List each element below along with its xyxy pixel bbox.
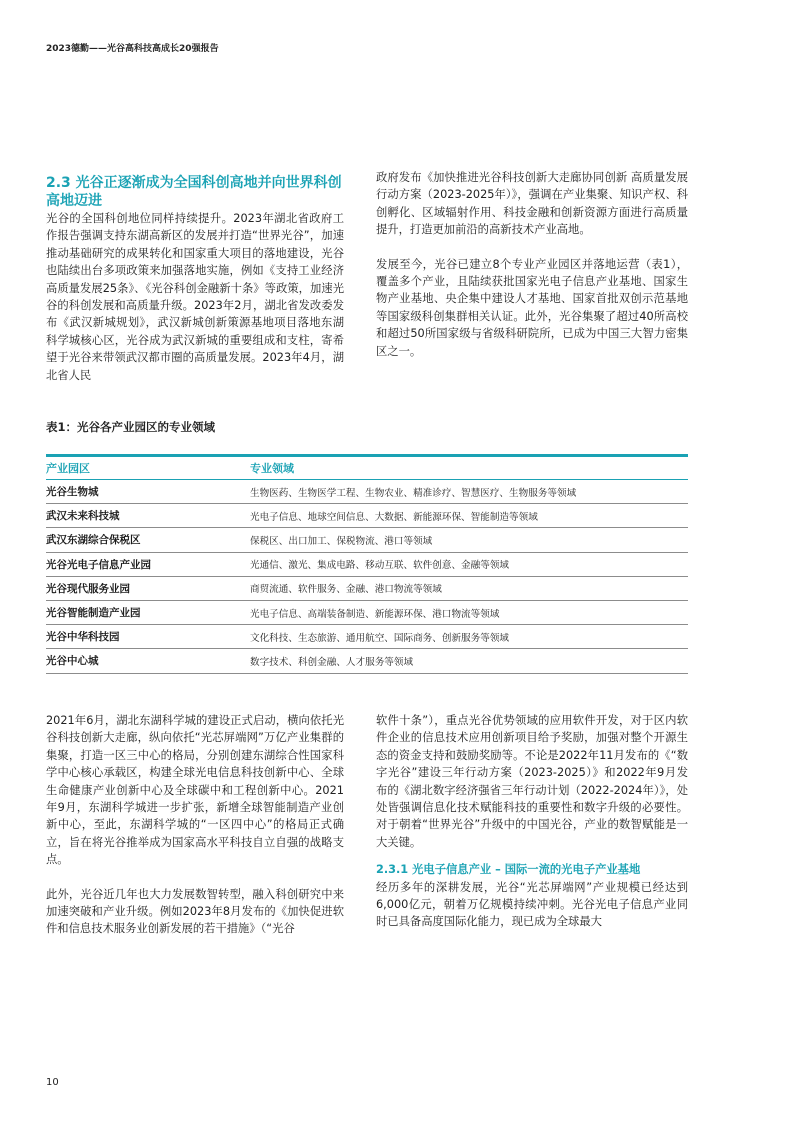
top-left-column [46, 174, 344, 384]
park-name: 光谷中华科技园 [46, 631, 120, 644]
table-row [46, 601, 688, 625]
table-title: 表1：光谷各产业园区的专业领域 [46, 420, 215, 434]
park-name: 武汉未来科技城 [46, 510, 120, 523]
park-name: 光谷生物城 [46, 486, 99, 499]
table-row [46, 504, 688, 528]
bottom-right-paragraph-2: 经历多年的深耕发展，光谷“光芯屏端网”产业规模已经达到6,000亿元，朝着万亿规模持续冲刺。光谷光电子信息产业同时已具备高度国际化能力，现已成为全球最大 [376, 880, 688, 929]
table-row [46, 649, 688, 673]
bottom-left-paragraph-2: 此外，光谷近几年也大力发展数智转型，融入科创研究中来加速突破和产业升级。例如2023年8月发布的《加快促进软件和信息技术服务业创新发展的若干措施》（“光谷 [46, 887, 344, 936]
park-field: 保税区、出口加工、保税物流、港口等领域 [250, 535, 433, 547]
bottom-right-column [376, 712, 688, 931]
bottom-left-column [46, 712, 344, 938]
table-header-park: 产业园区 [46, 462, 90, 475]
park-field: 文化科技、生态旅游、通用航空、国际商务、创新服务等领域 [250, 632, 510, 644]
table-header-field: 专业领域 [250, 462, 294, 475]
park-name: 光谷智能制造产业园 [46, 607, 141, 620]
top-right-paragraph-1: 政府发布《加快推进光谷科技创新大走廊协同创新 高质量发展行动方案（2023-2025年）》，强调在产业集聚、知识产权、科创孵化、区域辐射作用、科技金融和创新资源方面进行高质量提升，打造更加前沿的高新技术产业高地。 [376, 171, 688, 237]
park-field: 光电子信息、高端装备制造、新能源环保、港口物流等领域 [250, 608, 500, 620]
industrial-parks-table [46, 454, 688, 674]
park-name: 光谷光电子信息产业园 [46, 558, 151, 571]
park-field: 光电子信息、地球空间信息、大数据、新能源环保、智能制造等领域 [250, 511, 538, 523]
park-field: 商贸流通、软件服务、金融、港口物流等领域 [250, 584, 442, 596]
sub-heading: 2.3.1 光电子信息产业 – 国际一流的光电子产业基地 [376, 863, 641, 877]
park-name: 武汉东湖综合保税区 [46, 534, 141, 547]
table-row [46, 480, 688, 504]
table-row [46, 625, 688, 649]
bottom-right-paragraph-1: 软件十条”），重点光谷优势领域的应用软件开发，对于区内软件企业的信息技术应用创新项目给予奖励，加强对整个开源生态的资金支持和鼓励奖励等。不论是2022年11月发布的《“数字光谷”建设三年行动方案（2023-2025）》和2022年9月发布的《湖北数字经济强省三年行动计划（2022-2024年）》，处处皆强调信息化技术赋能科技的重要性和数字升级的必要性。对于朝着“世界光谷”升级中的中国光谷，产业的数智赋能是一大关键。 [376, 714, 688, 849]
table-header-row [46, 457, 688, 480]
top-left-paragraph: 光谷的全国科创地位同样持续提升。2023年湖北省政府工作报告强调支持东湖高新区的发展并打造“世界光谷”，加速推动基础研究的成果转化和国家重大项目的落地建设，光谷也陆续出台多项政策来加强落地实施，例如《支持工业经济高质量发展25条》、《光谷科创金融新十条》等政策，加速光谷的科创发展和高质量升级。2023年2月，湖北省发改委发布《武汉新城规划》，武汉新城创新策源基地项目落地东湖科学城核心区，光谷成为武汉新城的重要组成和支柱，寄希望于光谷来带领武汉都市圈的高质量发展。2023年4月，湖北省人民 [46, 212, 344, 382]
table-row [46, 577, 688, 601]
table-row [46, 528, 688, 552]
top-right-column [376, 169, 688, 360]
park-field: 光通信、激光、集成电路、移动互联、软件创意、金融等领域 [250, 560, 510, 572]
top-right-paragraph-2: 发展至今，光谷已建立8个专业产业园区并落地运营（表1），覆盖多个产业，且陆续获批国家光电子信息产业基地、国家生物产业基地、央企集中建设人才基地、国家首批双创示范基地等国家级科创集群相关认证。此外，光谷集聚了超过40所高校和超过50所国家级与省级科研院所，已成为中国三大智力密集区之一。 [376, 257, 688, 358]
report-header-title: 2023德勤——光谷高科技高成长20强报告 [46, 44, 219, 54]
park-field: 生物医药、生物医学工程、生物农业、精准诊疗、智慧医疗、生物服务等领域 [250, 487, 577, 499]
table-row [46, 553, 688, 577]
park-field: 数字技术、科创金融、人才服务等领域 [250, 656, 414, 668]
section-heading: 2.3 光谷正逐渐成为全国科创高地并向世界科创高地迈进 [46, 175, 342, 209]
park-name: 光谷中心城 [46, 655, 99, 668]
page-number: 10 [46, 1077, 59, 1088]
park-name: 光谷现代服务业园 [46, 582, 130, 595]
bottom-left-paragraph-1: 2021年6月，湖北东湖科学城的建设正式启动，横向依托光谷科技创新大走廊，纵向依托“光芯屏端网”万亿产业集群的集聚，打造一区三中心的格局，分别创建东湖综合性国家科学中心核心承载区，构建全球光电信息科技创新中心、全球生命健康产业创新中心及全球碳中和工程创新中心。2021年9月，东湖科学城进一步扩张，新增全球智能制造产业创新中心，至此，东湖科学城的“一区四中心”的格局正式确立，旨在将光谷推举成为国家高水平科技自立自强的战略支点。 [46, 714, 344, 867]
